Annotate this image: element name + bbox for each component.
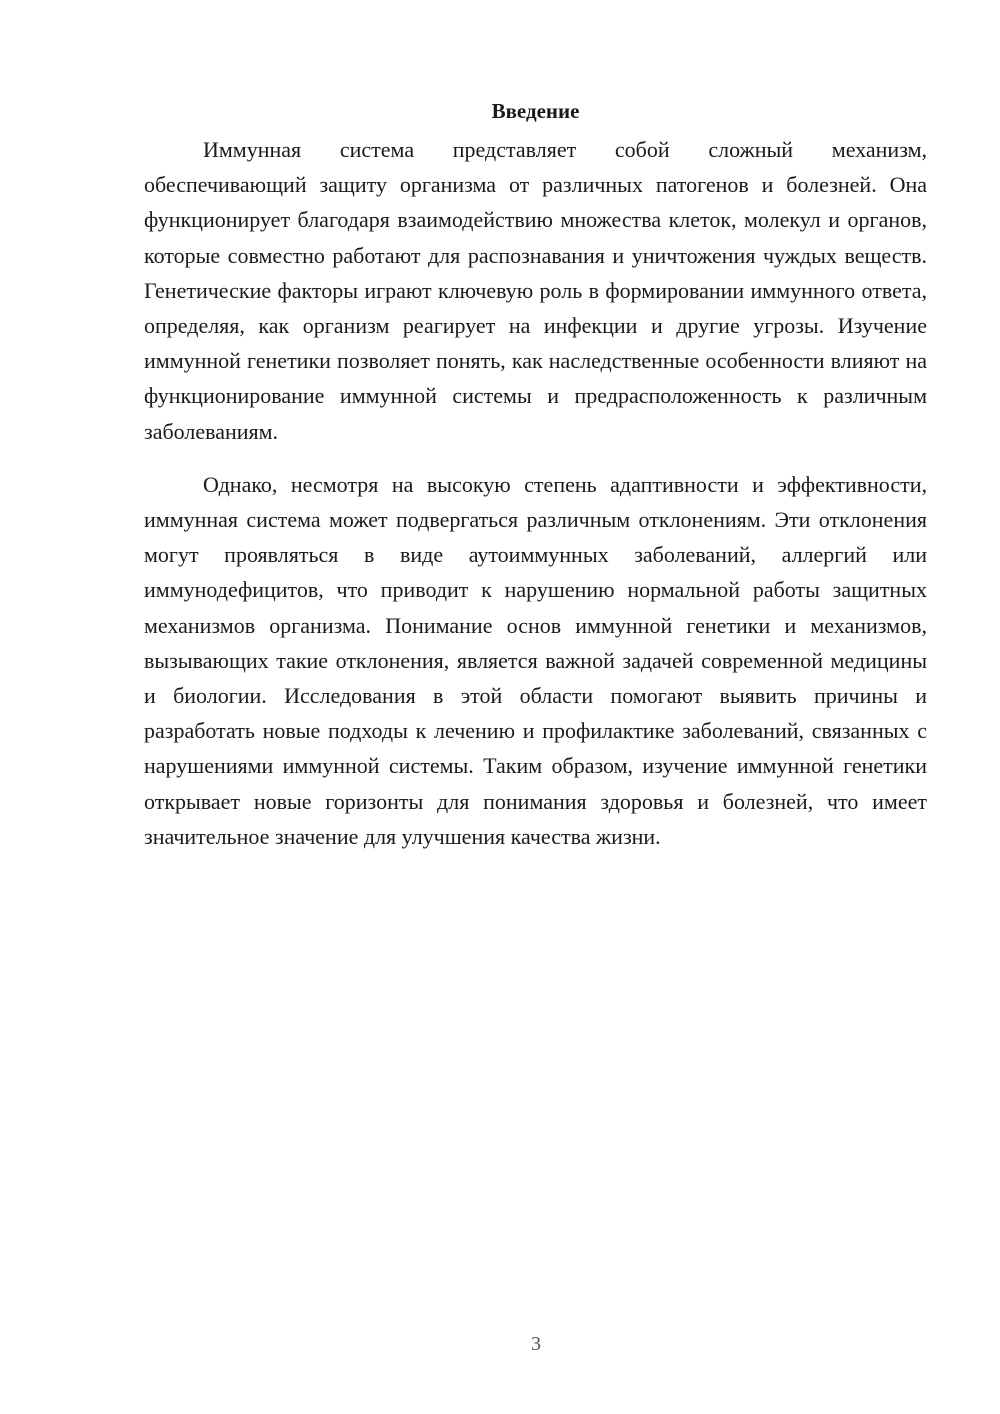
paragraph-1: Иммунная система представляет собой сложный механизм, обеспечивающий защиту организма от различных патогенов и болезней. Она функционирует благодаря взаимодействию множества клеток, молекул и органов, которые совместно работают для распознавания и уничтожения чуждых веществ. Генетические факторы играют ключевую роль в формировании иммунного ответа, определяя, как организм реагирует на инфекции и другие угрозы. Изучение иммунной генетики позволяет понять, как наследственные особенности влияют на функционирование иммунной системы и предрасположенность к различным заболеваниям. bbox=[144, 137, 927, 444]
paragraph-2: Однако, несмотря на высокую степень адаптивности и эффективности, иммунная система может подвергаться различным отклонениям. Эти отклонения могут проявляться в виде аутоиммунных заболеваний, аллергий или иммунодефицитов, что приводит к нарушению нормальной работы защитных механизмов организма. Понимание основ иммунной генетики и механизмов, вызывающих такие отклонения, является важной задачей современной медицины и биологии. Исследования в этой области помогают выявить причины и разработать новые подходы к лечению и профилактике заболеваний, связанных с нарушениями иммунной системы. Таким образом, изучение иммунной генетики открывает новые горизонты для понимания здоровья и болезней, что имеет значительное значение для улучшения качества жизни. bbox=[144, 471, 927, 849]
page-content bbox=[144, 96, 927, 872]
page-number: 3 bbox=[531, 1333, 541, 1355]
section-title: Введение bbox=[491, 99, 580, 123]
